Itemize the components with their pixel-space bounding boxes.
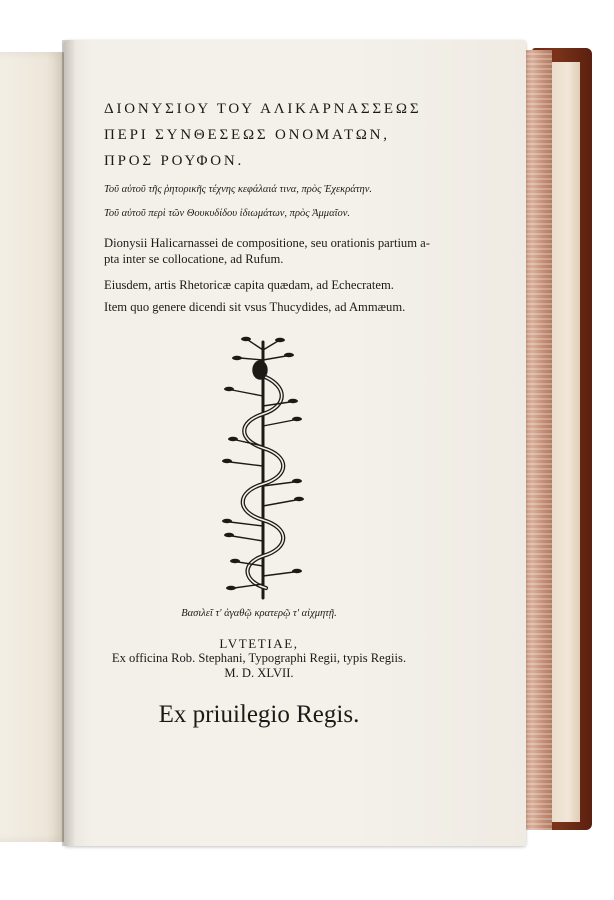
imprint — [104, 636, 414, 681]
latin-subtitle-1: Eiusdem, artis Rhetoricæ capita quædam, ad Echecratem. — [104, 278, 394, 292]
imprint-city: LVTETIAE, — [219, 636, 299, 651]
imprint-year: M. D. XLVII. — [224, 666, 294, 680]
greek-title-line-3: ΠΡΟΣ ΡΟΥΦΟΝ. — [104, 153, 245, 169]
latin-subtitle-2: Item quo genere dicendi sit vsus Thucydides, ad Ammæum. — [104, 300, 406, 314]
title-block — [104, 98, 514, 315]
speckled-fore-edge — [522, 50, 552, 830]
imprint-printer: Ex officina Rob. Stephani, Typographi Regii, typis Regiis. — [111, 651, 407, 665]
greek-title-line-2: ΠΕΡΙ ΣΥΝΘΕΣΕΩΣ ΟΝΟΜΑΤΩΝ, — [104, 127, 390, 143]
greek-subtitle-2: Τοῦ αὐτοῦ περὶ τῶν Θουκυδίδου ἰδιωμάτων, πρὸς Ἀμμαῖον. — [104, 208, 351, 219]
endpaper — [550, 62, 580, 822]
royal-privilege: Ex priuilegio Regis. — [158, 701, 360, 728]
latin-title-line-1: Dionysii Halicarnassei de compositione, seu orationis partium a- — [104, 236, 430, 250]
device-motto: Βασιλεῖ τ' ἀγαθῷ κρατερῷ τ' αἰχμητῇ. — [181, 608, 337, 619]
gutter-shadow — [62, 40, 76, 846]
printers-device-icon — [218, 336, 308, 606]
left-page — [0, 52, 66, 842]
greek-title-line-1: ΔΙΟΝΥΣΙΟΥ ΤΟΥ ΑΛΙΚΑΡΝΑΣΣΕΩΣ — [104, 101, 422, 117]
greek-subtitle-1: Τοῦ αὐτοῦ τῆς ῥητορικῆς τέχνης κεφάλαιά τινα, πρὸς Ἐχεκράτην. — [104, 184, 373, 195]
latin-title-line-2: pta inter se collocatione, ad Rufum. — [104, 252, 284, 266]
